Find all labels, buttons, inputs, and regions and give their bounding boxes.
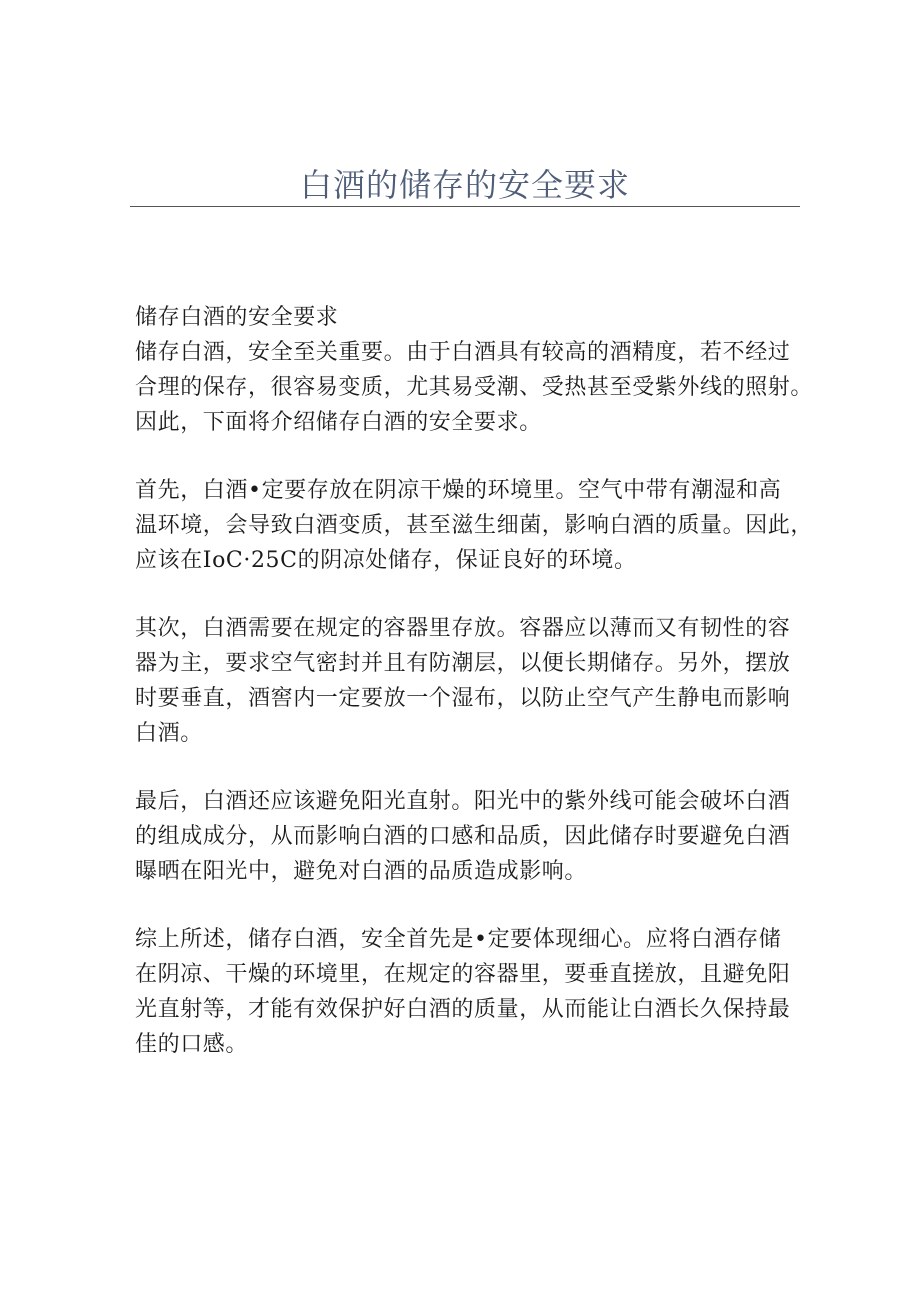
text-line: 最后，白酒还应该避免阳光直射。阳光中的紫外线可能会破坏白酒 (135, 789, 791, 814)
paragraph-first (135, 473, 835, 578)
text-line: 应该在IoC·25C的阴凉处储存，保证良好的环境。 (135, 548, 637, 573)
text-line: 在阴凉、干燥的环境里，在规定的容器里，要垂直搓放，且避免阳 (135, 962, 791, 987)
text-line: 时要垂直，酒窖内一定要放一个湿布，以防止空气产生静电而影响 (135, 686, 791, 711)
text-line: 首先，白酒•定要存放在阴凉干燥的环境里。空气中带有潮湿和高 (135, 478, 782, 503)
document-title: 白酒的储存的安全要求 (299, 166, 630, 204)
section-heading: 储存白酒的安全要求 (135, 305, 339, 330)
text-line: 储存白酒，安全至关重要。由于白酒具有较高的酒精度，若不经过 (135, 340, 791, 365)
text-line: 佳的口感。 (135, 1032, 249, 1057)
text-line: 光直射等，才能有效保护好白酒的质量，从而能让白酒长久保持最 (135, 997, 791, 1022)
paragraph-summary (135, 922, 835, 1062)
text-line: 合理的保存，很容易变质，尤其易受潮、受热甚至受紫外线的照射。 (135, 375, 814, 400)
text-line: 曝晒在阳光中，避免对白酒的品质造成影响。 (135, 859, 588, 884)
text-line: 综上所述，储存白酒，安全首先是•定要体现细心。应将白酒存储 (135, 927, 782, 952)
text-line: 温环境，会导致白酒变质，甚至滋生细菌，影响白酒的质量。因此， (135, 513, 814, 538)
document-body (135, 300, 835, 1095)
text-line: 器为主，要求空气密封并且有防潮层，以便长期储存。另外，摆放 (135, 651, 791, 676)
paragraph-last (135, 784, 835, 889)
paragraph-intro (135, 300, 835, 440)
text-line: 其次，白酒需要在规定的容器里存放。容器应以薄而又有韧性的容 (135, 616, 791, 641)
title-divider (130, 206, 800, 207)
text-line: 白酒。 (135, 721, 203, 746)
text-line: 因此，下面将介绍储存白酒的安全要求。 (135, 410, 542, 435)
text-line: 的组成成分，从而影响白酒的口感和品质，因此储存时要避免白酒 (135, 824, 791, 849)
paragraph-second (135, 611, 835, 751)
